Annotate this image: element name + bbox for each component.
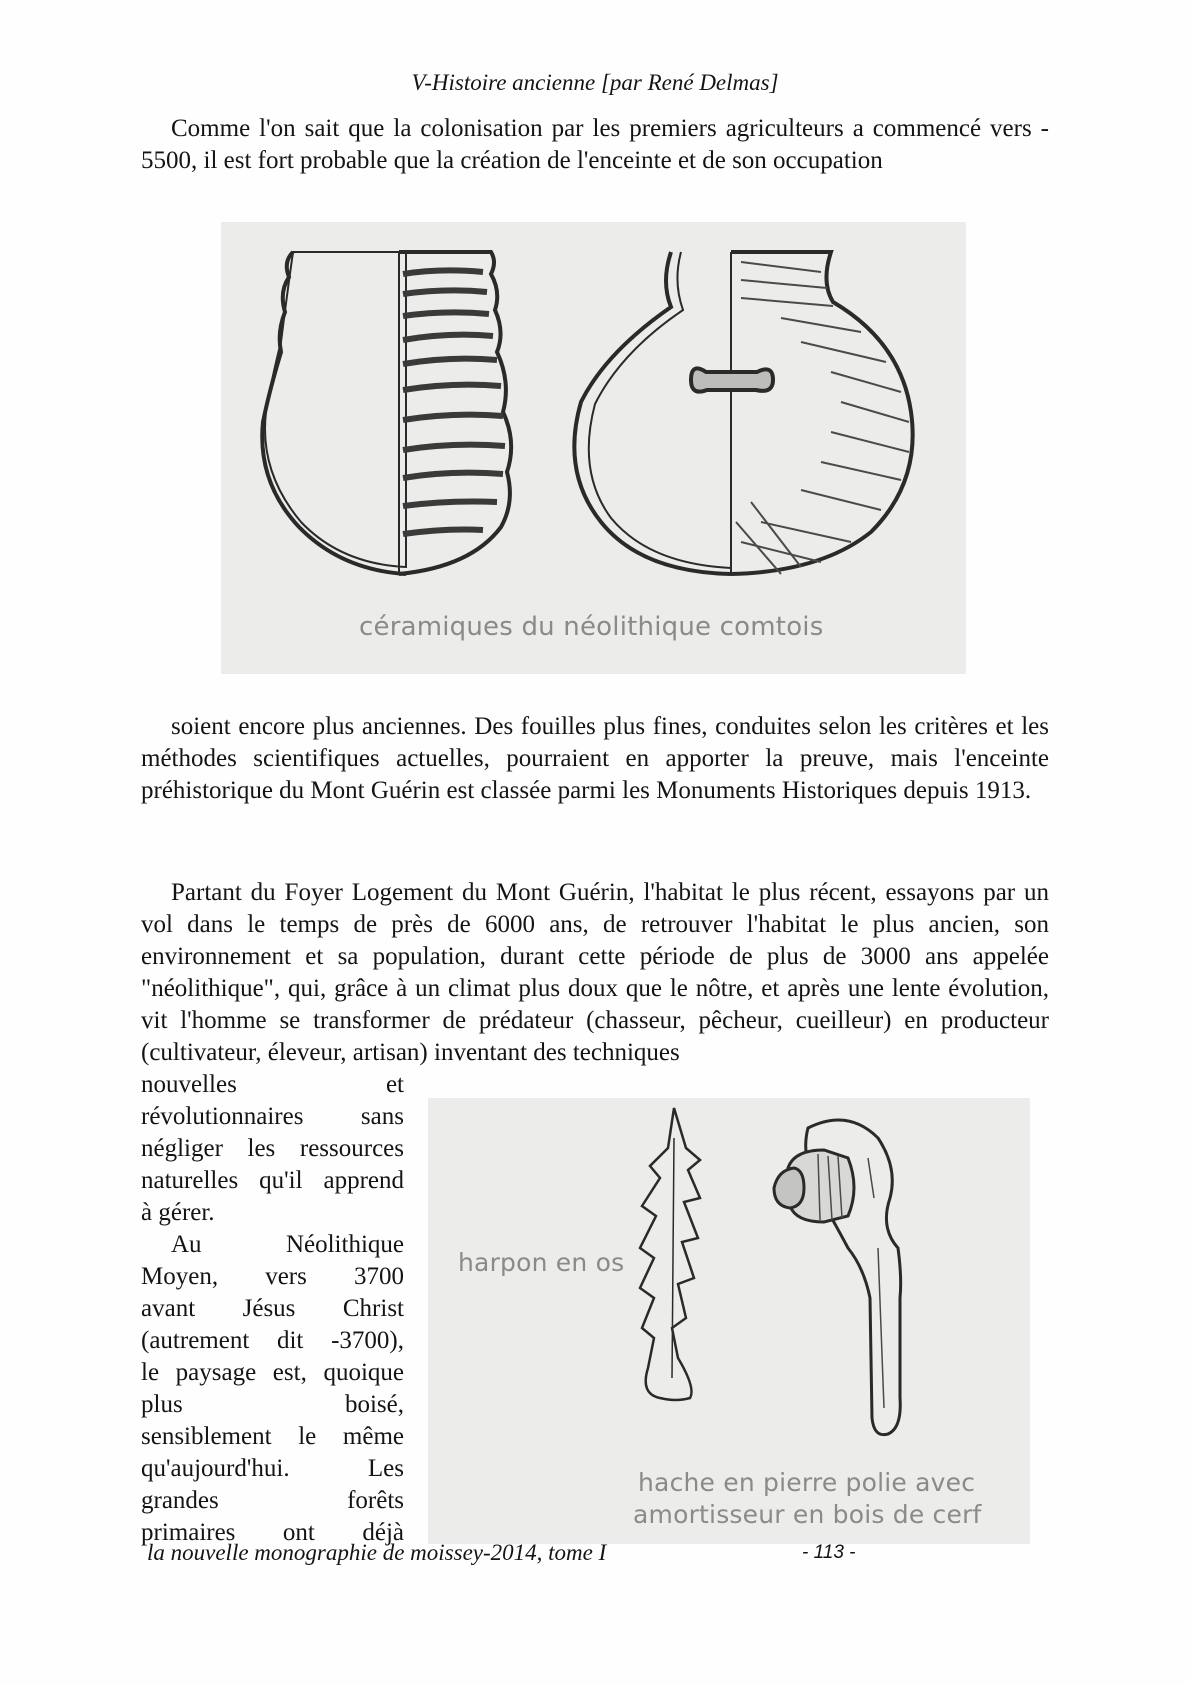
axe-label-line2: amortisseur en bois de cerf bbox=[633, 1500, 982, 1529]
figure-tools bbox=[428, 1098, 1030, 1544]
narrow-line: Au Néolithique bbox=[171, 1231, 404, 1258]
paragraph-2 bbox=[141, 711, 1049, 807]
page-number: - 113 - bbox=[802, 1542, 856, 1563]
harpoon-label: harpon en os bbox=[458, 1248, 625, 1277]
running-header: V-Histoire ancienne [par René Delmas] bbox=[411, 70, 779, 95]
narrow-line: primaires ont déjà bbox=[141, 1519, 404, 1546]
narrow-line: révolutionnaires sans bbox=[141, 1103, 404, 1130]
narrow-column bbox=[141, 1069, 404, 1549]
paragraph-1: Comme l'on sait que la colonisation par les premiers agriculteurs a commencé vers - 5500, il est fort probable que la création de l'enceinte et de son occupation bbox=[141, 115, 1049, 174]
narrow-line: nouvelles et bbox=[141, 1071, 404, 1098]
paragraph-2-text: soient encore plus anciennes. Des fouilles plus fines, conduites selon les critères et les méthodes scientifiques actuelles, pourraient en apporter la preuve, mais l'enceinte préhistorique du Mont Guérin est classée parmi les Monuments Historiques depuis 1913. bbox=[141, 713, 1049, 804]
figure-pottery bbox=[221, 222, 966, 674]
footer-title: la nouvelle monographie de moissey-2014, tome I bbox=[147, 1540, 607, 1565]
narrow-line: négliger les ressources bbox=[141, 1135, 404, 1162]
narrow-line: à gérer. bbox=[141, 1199, 215, 1226]
pottery-caption: céramiques du néolithique comtois bbox=[359, 612, 824, 642]
pottery-drawing bbox=[221, 222, 966, 674]
narrow-line: plus boisé, bbox=[141, 1391, 404, 1418]
narrow-line: grandes forêts bbox=[141, 1487, 404, 1514]
axe-label-line1: hache en pierre polie avec bbox=[638, 1468, 976, 1497]
narrow-line: naturelles qu'il apprend bbox=[141, 1167, 404, 1194]
narrow-line: Moyen, vers 3700 bbox=[141, 1263, 404, 1290]
narrow-line: (autrement dit -3700), bbox=[141, 1327, 404, 1354]
narrow-line: avant Jésus Christ bbox=[141, 1295, 404, 1322]
narrow-line: qu'aujourd'hui. Les bbox=[141, 1455, 404, 1482]
paragraph-3: Partant du Foyer Logement du Mont Guérin, l'habitat le plus récent, essayons par un vol dans le temps de près de 6000 ans, de retrouver l'habitat le plus ancien, son environnement et sa population, durant cette période de plus de 3000 ans appelée "néolithique", qui, grâce à un climat plus doux que le nôtre, et après une lente évolution, vit l'homme se transformer de prédateur (chasseur, pêcheur, cueilleur) en producteur (cultivateur, éleveur, artisan) inventant des techniques bbox=[141, 879, 1049, 1066]
narrow-line: le paysage est, quoique bbox=[141, 1359, 404, 1386]
narrow-line: sensiblement le même bbox=[141, 1423, 404, 1450]
